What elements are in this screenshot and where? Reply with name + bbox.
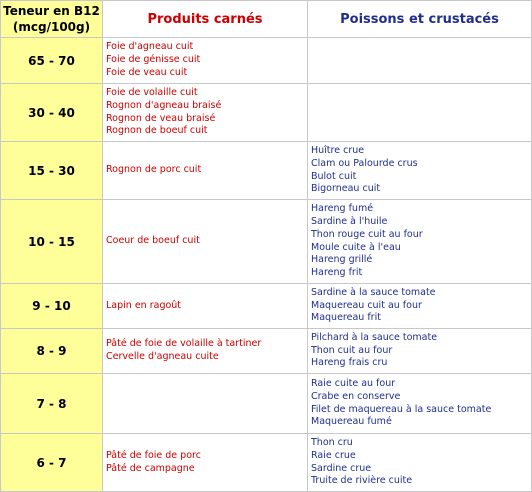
- header-meat-products: Produits carnés: [103, 1, 308, 38]
- fish-item: Hareng fumé: [311, 202, 374, 214]
- table-row: [1, 38, 532, 84]
- fish-item: Thon cru: [311, 436, 353, 448]
- b12-range-cell: 65 - 70: [1, 38, 103, 84]
- meat-item: Rognon d'agneau braisé: [106, 99, 222, 111]
- fish-item: Sardine à l'huile: [311, 215, 388, 227]
- meat-items-cell: [103, 38, 308, 84]
- header-row: [1, 1, 532, 38]
- fish-items-cell: [308, 329, 532, 374]
- fish-items-cell: [308, 284, 532, 329]
- b12-range-cell: 30 - 40: [1, 84, 103, 142]
- meat-item: Rognon de boeuf cuit: [106, 125, 208, 137]
- meat-items-cell: [103, 374, 308, 434]
- b12-range-cell: 7 - 8: [1, 374, 103, 434]
- meat-items-cell: [103, 84, 308, 142]
- fish-items-cell: [308, 142, 532, 200]
- table-row: [1, 374, 532, 434]
- meat-item: Lapin en ragoût: [106, 299, 182, 311]
- fish-item: Huître crue: [311, 144, 365, 156]
- fish-item: Sardine à la sauce tomate: [311, 286, 436, 298]
- meat-item: Rognon de porc cuit: [106, 164, 202, 176]
- fish-item: Bigorneau cuit: [311, 183, 381, 195]
- meat-item: Pâté de foie de porc: [106, 449, 201, 461]
- fish-item: Bulot cuit: [311, 170, 357, 182]
- fish-item: Maquereau fumé: [311, 416, 392, 428]
- fish-item: Hareng frit: [311, 267, 363, 279]
- table-row: [1, 200, 532, 284]
- fish-item: Hareng grillé: [311, 254, 373, 266]
- meat-item: Coeur de boeuf cuit: [106, 235, 200, 247]
- fish-item: Sardine crue: [311, 462, 372, 474]
- b12-range-cell: 9 - 10: [1, 284, 103, 329]
- b12-range-cell: 6 - 7: [1, 434, 103, 492]
- table-row: [1, 142, 532, 200]
- meat-items-cell: [103, 200, 308, 284]
- fish-item: Maquereau frit: [311, 312, 381, 324]
- meat-items-cell: [103, 142, 308, 200]
- header-b12-range: [1, 1, 103, 38]
- fish-item: Raie cuite au four: [311, 377, 396, 389]
- fish-item: Hareng frais cru: [311, 357, 388, 369]
- header-range-line1: Teneur en B12: [3, 4, 100, 18]
- meat-item: Foie de volaille cuit: [106, 86, 198, 98]
- fish-items-cell: [308, 434, 532, 492]
- fish-item: Truite de rivière cuite: [311, 475, 413, 487]
- fish-item: Clam ou Palourde crus: [311, 157, 418, 169]
- meat-item: Foie d'agneau cuit: [106, 41, 194, 53]
- meat-item: Rognon de veau braisé: [106, 112, 216, 124]
- fish-items-cell: [308, 84, 532, 142]
- meat-item: Pâté de campagne: [106, 462, 195, 474]
- b12-range-cell: 15 - 30: [1, 142, 103, 200]
- fish-item: Filet de maquereau à la sauce tomate: [311, 403, 492, 415]
- fish-items-cell: [308, 200, 532, 284]
- fish-item: Thon cuit au four: [311, 344, 393, 356]
- b12-range-cell: 10 - 15: [1, 200, 103, 284]
- fish-item: Moule cuite à l'eau: [311, 241, 401, 253]
- table-row: [1, 434, 532, 492]
- meat-items-cell: [103, 434, 308, 492]
- fish-item: Crabe en conserve: [311, 390, 401, 402]
- meat-items-cell: [103, 284, 308, 329]
- header-range-line2: (mcg/100g): [12, 20, 91, 34]
- b12-range-cell: 8 - 9: [1, 329, 103, 374]
- fish-item: Raie crue: [311, 449, 356, 461]
- fish-item: Pilchard à la sauce tomate: [311, 331, 438, 343]
- table-row: [1, 329, 532, 374]
- meat-item: Cervelle d'agneau cuite: [106, 351, 219, 362]
- fish-items-cell: [308, 38, 532, 84]
- meat-item: Foie de génisse cuit: [106, 54, 201, 66]
- fish-items-cell: [308, 374, 532, 434]
- meat-items-cell: [103, 329, 308, 374]
- table-row: [1, 84, 532, 142]
- meat-item: Foie de veau cuit: [106, 66, 188, 78]
- fish-item: Thon rouge cuit au four: [311, 228, 423, 240]
- meat-item: Pâté de foie de volaille à tartiner: [106, 338, 262, 350]
- table-row: [1, 284, 532, 329]
- header-fish-seafood: Poissons et crustacés: [308, 1, 532, 38]
- fish-item: Maquereau cuit au four: [311, 299, 422, 311]
